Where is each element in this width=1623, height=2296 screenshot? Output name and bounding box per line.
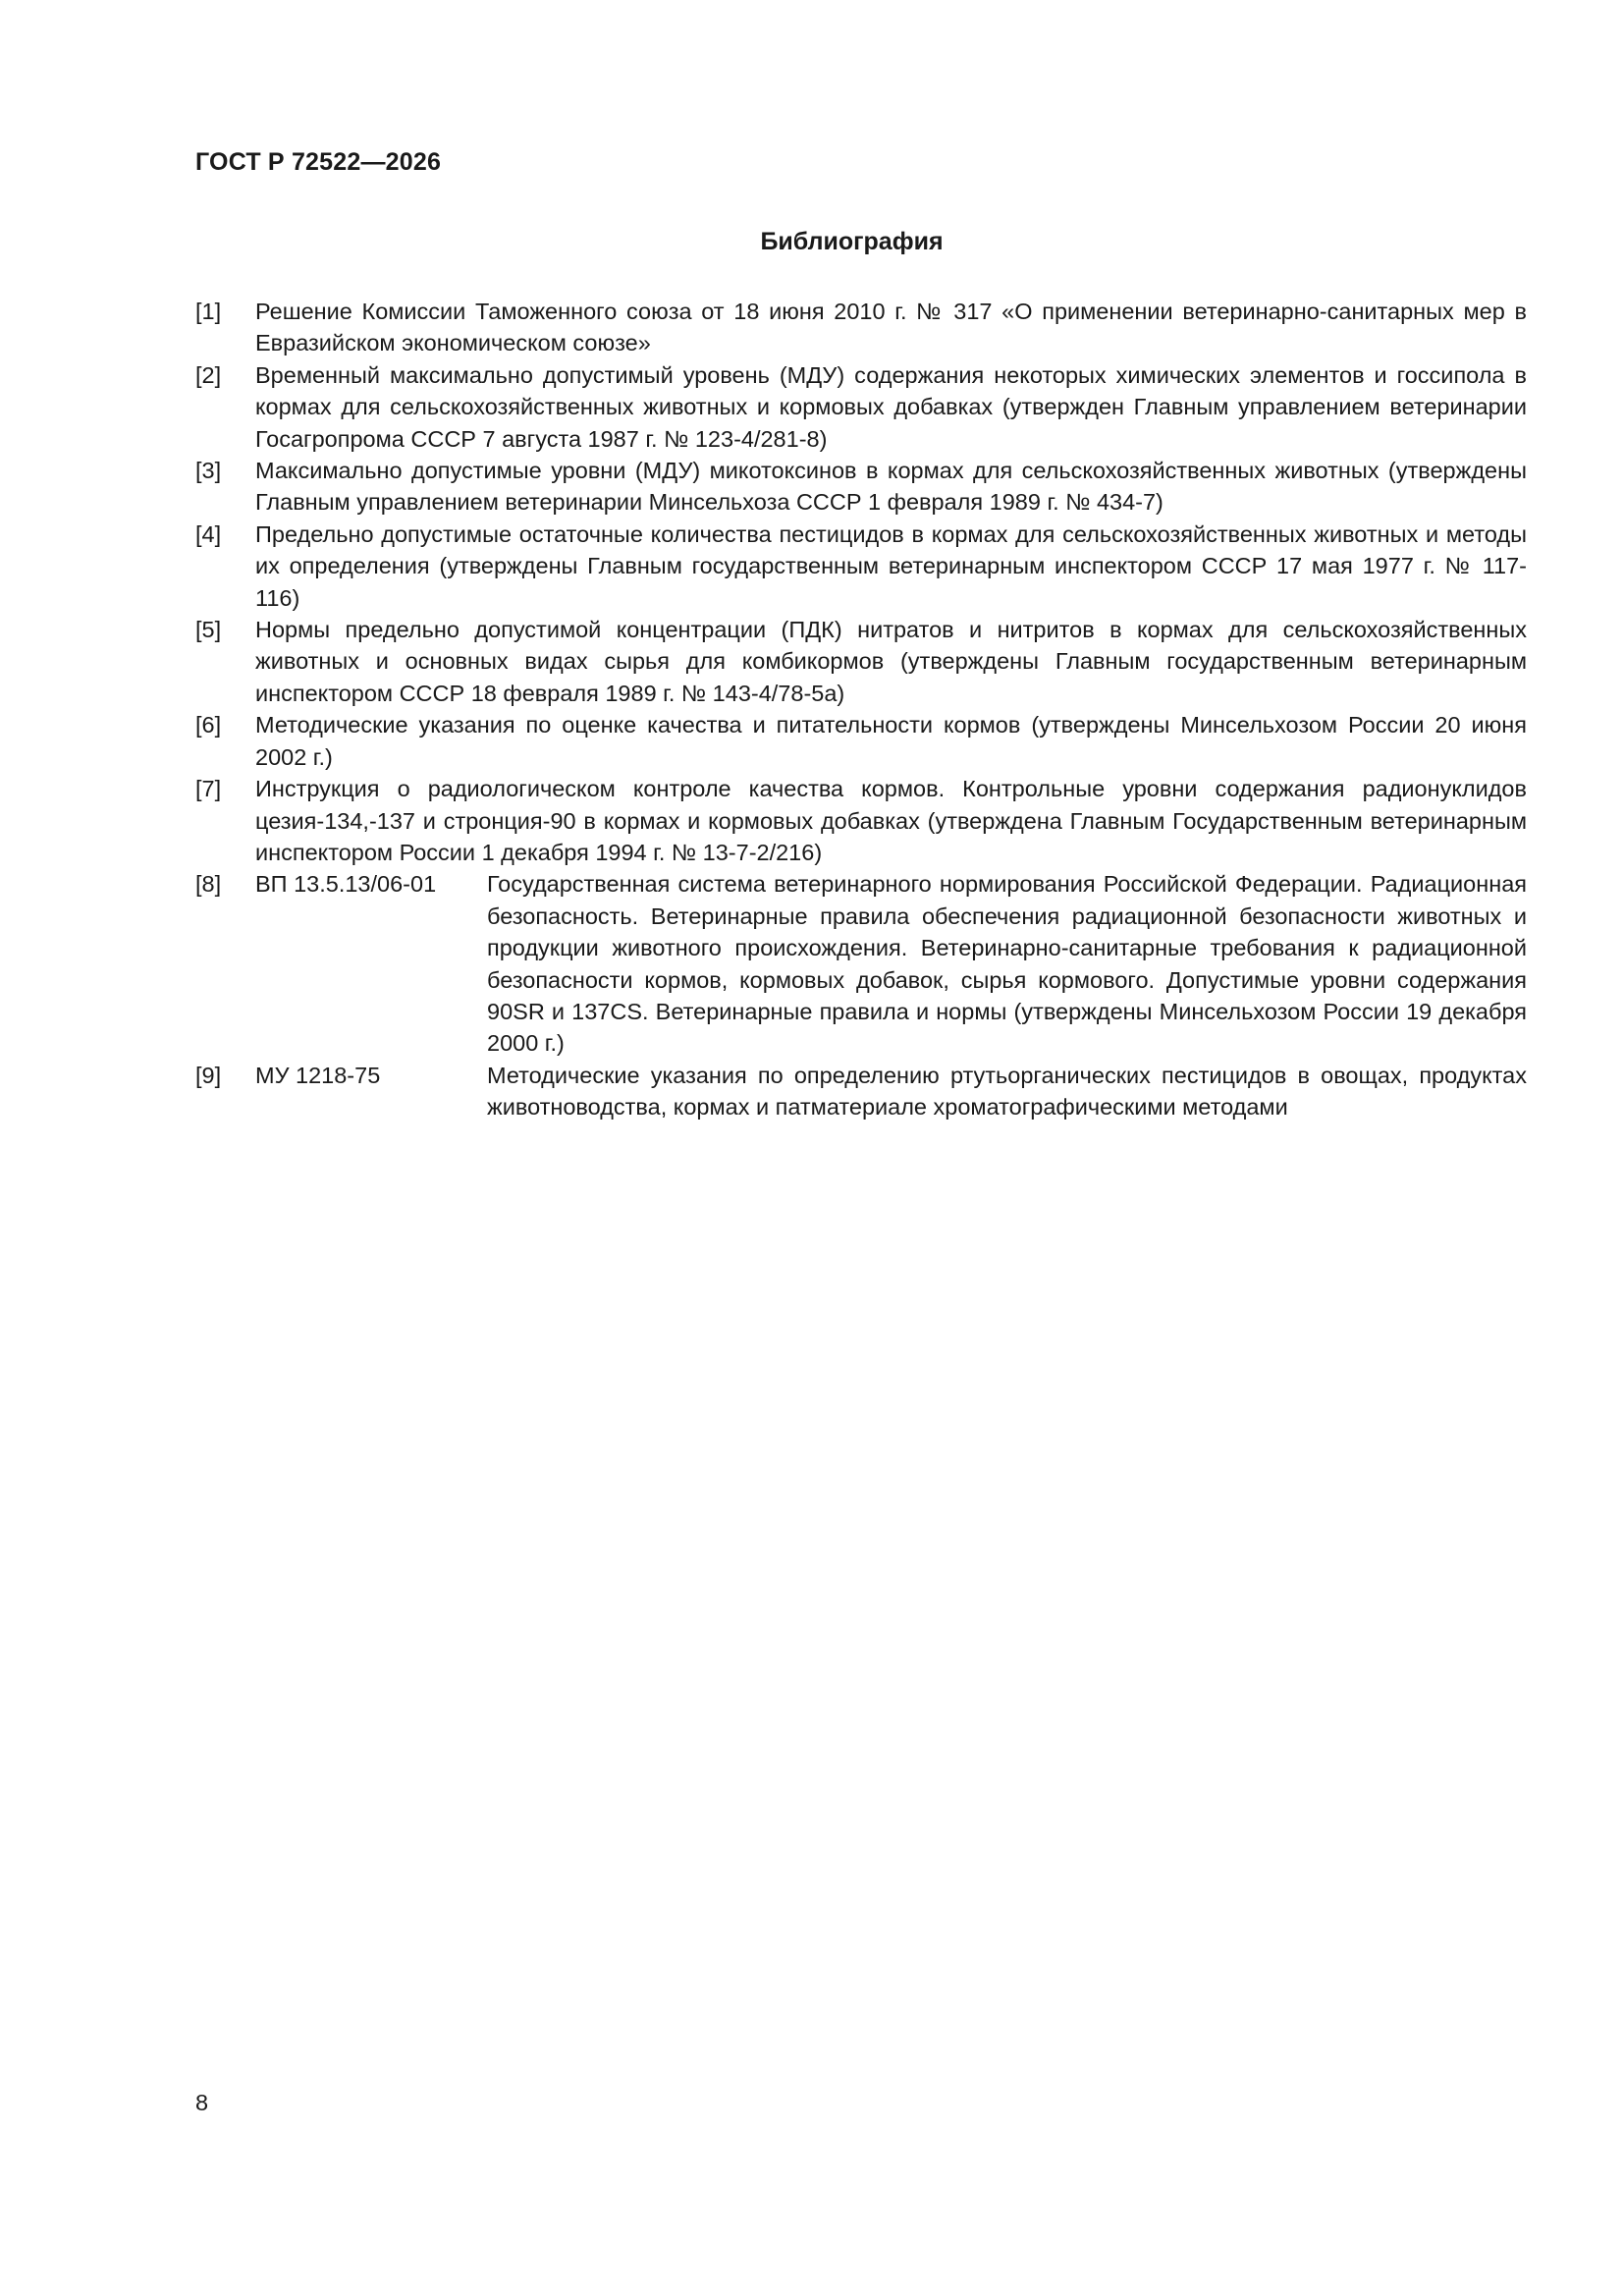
entry-text: Решение Комиссии Таможенного союза от 18 июня 2010 г. № 317 «О применении ветеринарно-санитарных мер в Евразийском экономическом союзе» <box>255 299 1527 356</box>
bibliography-list <box>195 296 1527 1123</box>
entry-number: [7] <box>195 776 222 802</box>
document-code: ГОСТ Р 72522—2026 <box>195 148 442 176</box>
entry-code: ВП 13.5.13/06-01 <box>255 871 437 898</box>
bibliography-entry <box>195 614 1527 709</box>
entry-text: Методические указания по оценке качества и питательности кормов (утверждены Минсельхозом России 20 июня 2002 г.) <box>255 712 1527 770</box>
bibliography-entry <box>195 519 1527 614</box>
entry-code: МУ 1218-75 <box>255 1062 381 1088</box>
entry-text: Методические указания по определению ртутьорганических пестицидов в овощах, продуктах животноводства, кормах и патматериале хроматографическими методами <box>487 1062 1527 1121</box>
entry-text: Нормы предельно допустимой концентрации (ПДК) нитратов и нитритов в кормах для сельскохозяйственных животных и основных видах сырья для комбикормов (утверждены Главным государственным ветеринарным инспектором СССР 18 февраля 1989 г. № 143-4/78-5а) <box>255 617 1527 706</box>
entry-number: [3] <box>195 458 222 484</box>
entry-number: [4] <box>195 520 222 547</box>
entry-text: Государственная система ветеринарного нормирования Российской Федерации. Радиационная безопасность. Ветеринарные правила обеспечения радиационной безопасности животных и продукции животного происхождения. Ветеринарно-санитарные требования к радиационной безопасности кормов, кормовых добавок, сырья кормового. Допустимые уровни содержания 90SR и 137CS. Ветеринарные правила и нормы (утверждены Минсельхозом России 19 декабря 2000 г.) <box>487 871 1527 1057</box>
entry-number: [2] <box>195 361 222 388</box>
entry-number: [8] <box>195 871 222 898</box>
section-title: Библиография <box>760 228 944 255</box>
bibliography-entry <box>195 296 1527 359</box>
entry-number: [6] <box>195 712 222 738</box>
bibliography-entry <box>195 773 1527 868</box>
entry-number: [5] <box>195 617 222 643</box>
entry-text: Максимально допустимые уровни (МДУ) микотоксинов в кормах для сельскохозяйственных животных (утверждены Главным управлением ветеринарии Минсельхоза СССР 1 февраля 1989 г. № 434-7) <box>255 458 1527 516</box>
bibliography-entry <box>195 868 1527 1059</box>
entry-text: Предельно допустимые остаточные количества пестицидов в кормах для сельскохозяйственных животных и методы их определения (утверждены Главным государственным ветеринарным инспектором СССР 17 мая 1977 г. № 117-116) <box>255 520 1527 611</box>
entry-text: Инструкция о радиологическом контроле качества кормов. Контрольные уровни содержания радионуклидов цезия-134,-137 и стронция-90 в кормах и кормовых добавках (утверждена Главным Государственным ветеринарным инспектором России 1 декабря 1994 г. № 13-7-2/216) <box>255 776 1527 865</box>
bibliography-entry <box>195 709 1527 773</box>
entry-number: [9] <box>195 1062 222 1088</box>
bibliography-entry <box>195 1060 1527 1123</box>
entry-number: [1] <box>195 299 222 324</box>
bibliography-entry <box>195 359 1527 455</box>
page-number: 8 <box>195 2090 209 2115</box>
entry-text: Временный максимально допустимый уровень (МДУ) содержания некоторых химических элементов и госсипола в кормах для сельскохозяйственных животных и кормовых добавках (утвержден Главным управлением ветеринарии Госагропрома СССР 7 августа 1987 г. № 123-4/281-8) <box>255 361 1527 452</box>
bibliography-entry <box>195 455 1527 519</box>
